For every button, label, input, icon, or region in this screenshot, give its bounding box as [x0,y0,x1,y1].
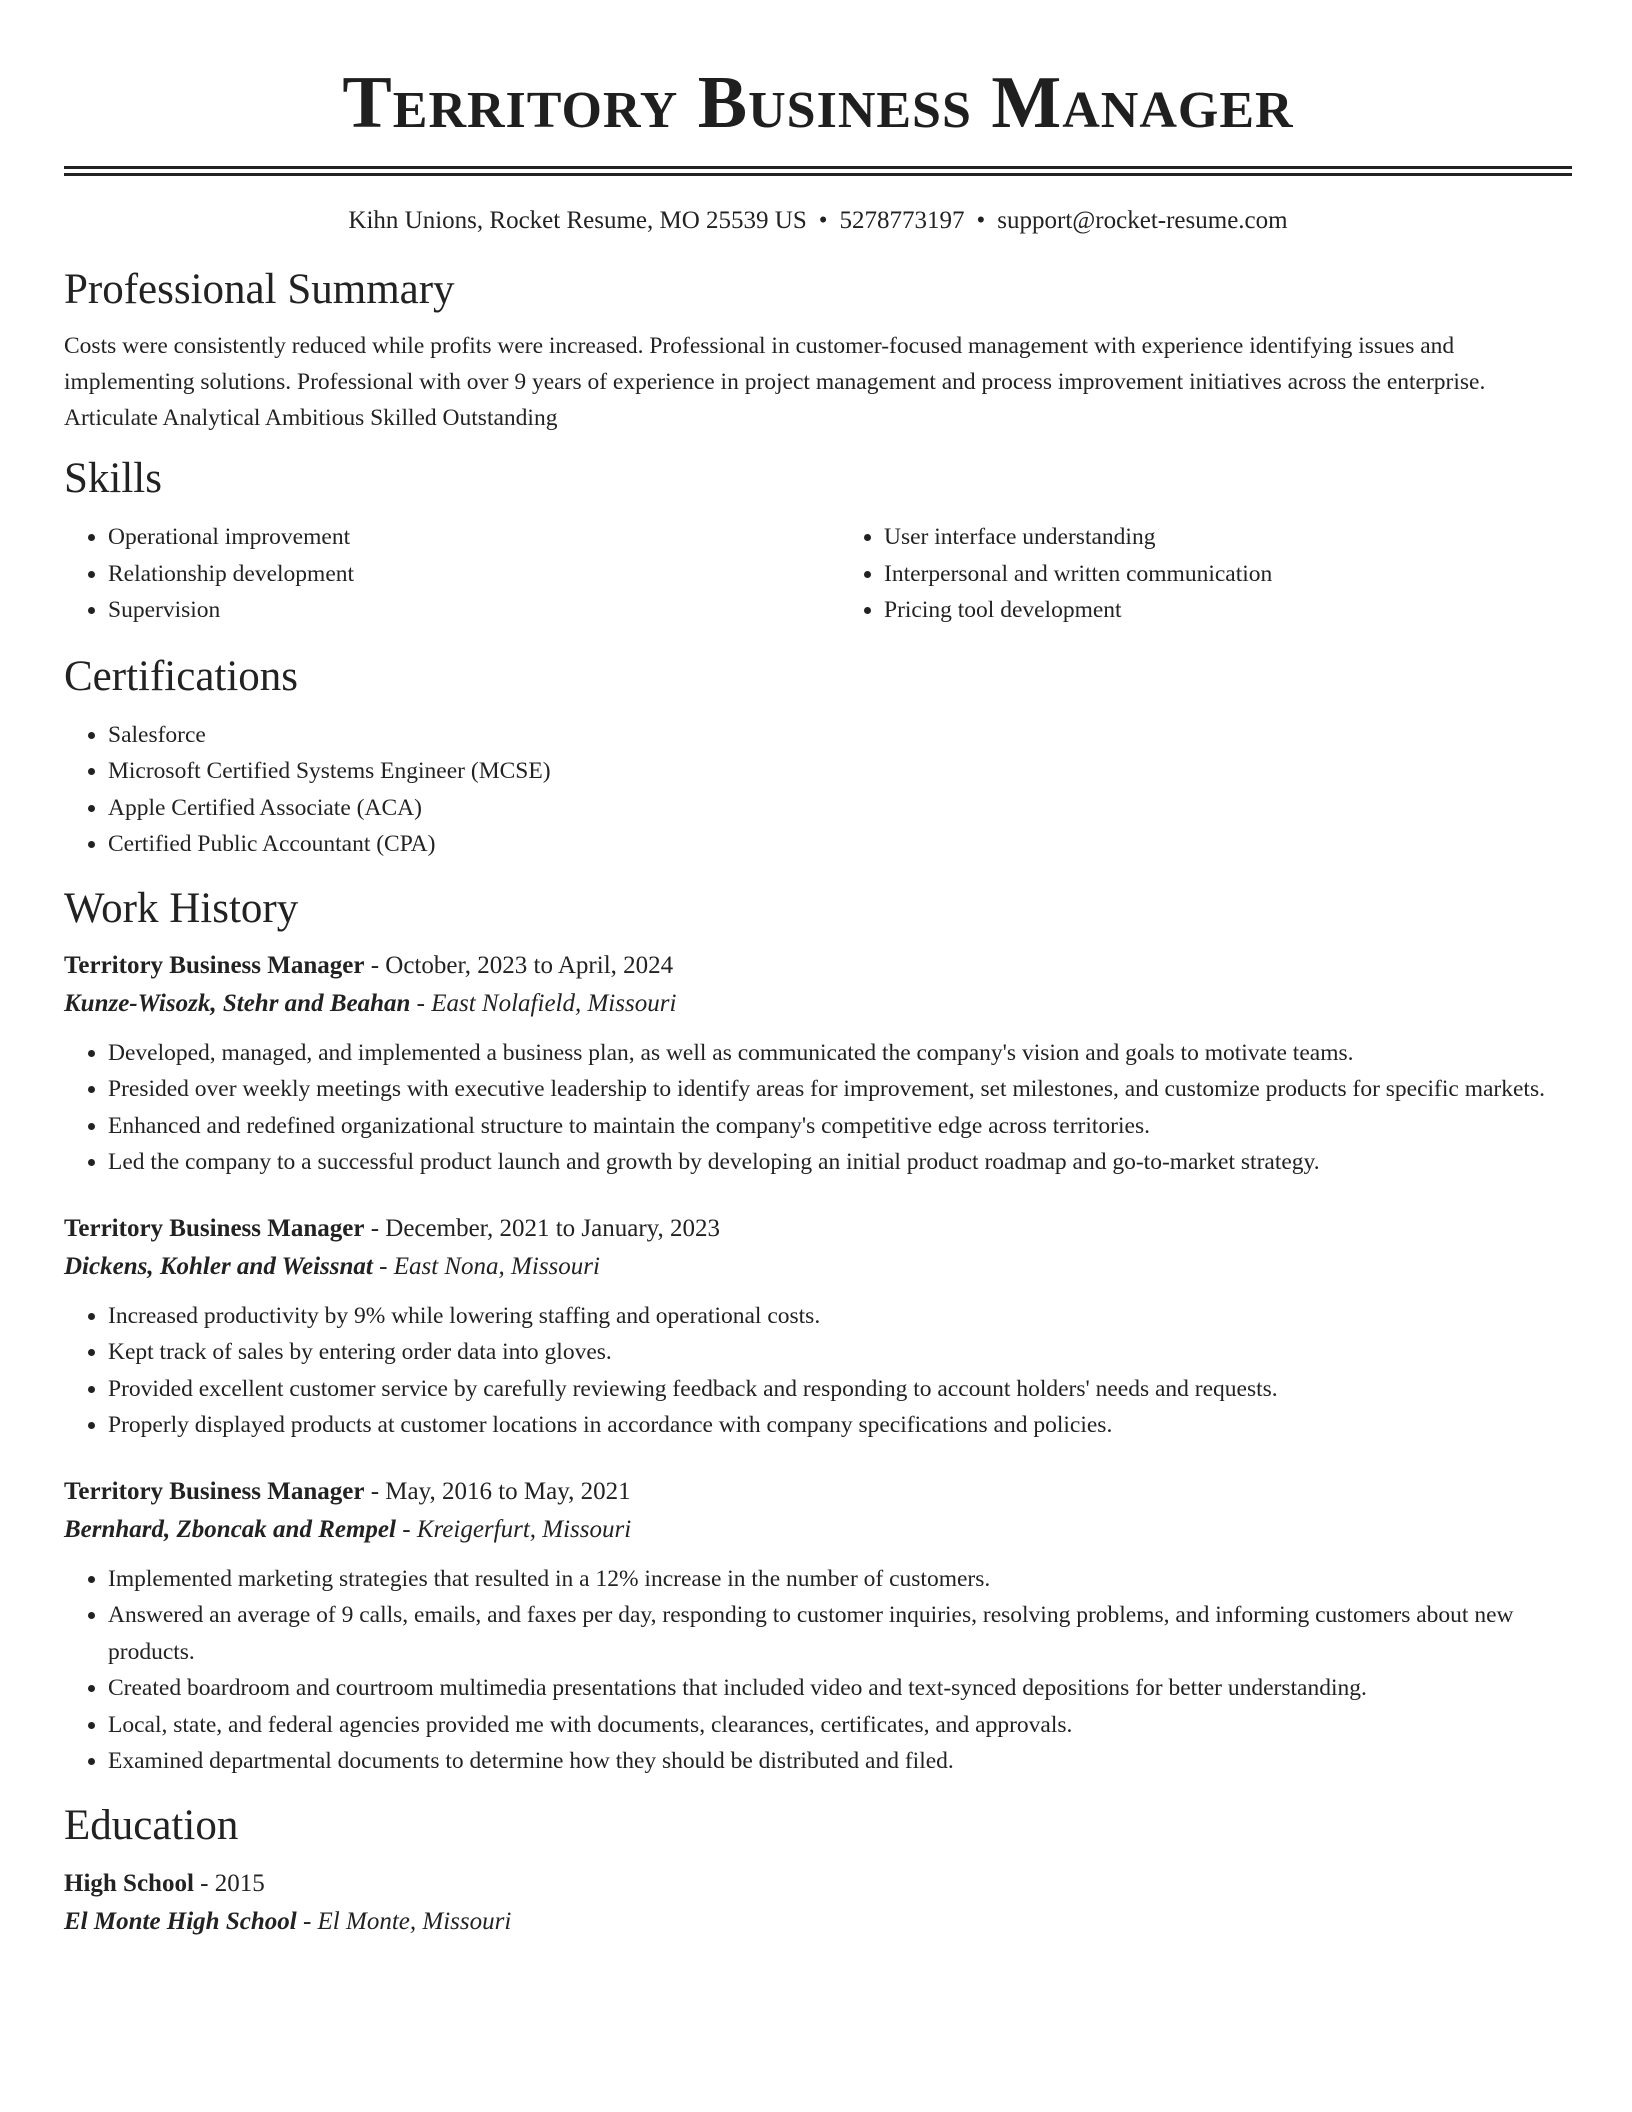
summary-heading: Professional Summary [64,266,455,313]
education-school: El Monte High School [64,1907,297,1935]
job-company-line [64,1249,1572,1285]
resume-title: Territory Business Manager [342,62,1294,144]
job-dash: - [395,1515,417,1543]
job-location: East Nona, Missouri [393,1252,600,1280]
skill-item: • User interface understanding [884,519,1572,556]
job-bullet: • Created boardroom and courtroom multimedia presentations that included video and text-synced depositions for better understanding. [108,1670,1572,1707]
certification-item: • Apple Certified Associate (ACA) [108,790,1572,827]
job-title-line [64,1474,1572,1510]
certification-item: • Microsoft Certified Systems Engineer (MCSE) [108,753,1572,790]
education-degree-line [64,1866,1572,1902]
education-year: 2015 [214,1869,265,1897]
job-bullet: • Answered an average of 9 calls, emails, and faxes per day, responding to customer inquiries, resolving problems, and informing customers about new products. [108,1597,1572,1670]
skills-heading: Skills [64,455,162,502]
job-bullet: • Presided over weekly meetings with executive leadership to identify areas for improvement, set milestones, and customize products for specific markets. [108,1071,1572,1108]
summary-text: Costs were consistently reduced while profits were increased. Professional in customer-focused management with experience identifying issues and implementing solutions. Professional with over 9 years of experience in project management and process improvement initiatives across the enterprise. Articulate Analytical Ambitious Skilled Outstanding [64,333,1486,431]
skill-item: • Pricing tool development [884,592,1572,629]
skill-item: • Interpersonal and written communication [884,556,1572,593]
job-bullet: • Local, state, and federal agencies provided me with documents, clearances, certificates, and approvals. [108,1707,1572,1744]
job-dash: - [410,989,432,1017]
job-company: Kunze-Wisozk, Stehr and Beahan [64,989,411,1017]
job-bullet: • Increased productivity by 9% while lowering staffing and operational costs. [108,1298,1572,1335]
skills-list [64,519,1572,629]
job-dates: December, 2021 to January, 2023 [385,1214,721,1242]
work-history-heading: Work History [64,884,299,932]
education-dash: - [193,1869,215,1897]
certifications-heading: Certifications [64,652,299,700]
job-bullet: • Properly displayed products at customer locations in accordance with company specifications and policies. [108,1407,1572,1444]
job-company-line [64,1512,1572,1548]
contact-email: support@rocket-resume.com [997,207,1288,234]
job-company: Bernhard, Zboncak and Rempel [64,1515,396,1543]
resume-page [64,0,1572,1940]
job-bullet: • Examined departmental documents to determine how they should be distributed and filed. [108,1743,1572,1780]
job-location: Kreigerfurt, Missouri [416,1515,632,1543]
education-entry [64,1866,1572,1940]
contact-phone: 5278773197 [839,207,965,234]
education-dash: - [296,1907,318,1935]
job-location: East Nolafield, Missouri [431,989,677,1017]
job-title: Territory Business Manager [64,1477,365,1505]
job-bullets [64,1035,1572,1181]
job-dates: May, 2016 to May, 2021 [385,1477,631,1505]
contact-line [64,205,1572,237]
skill-item: • Supervision [108,592,796,629]
job-company: Dickens, Kohler and Weissnat [64,1252,373,1280]
certification-item: • Salesforce [108,717,1572,754]
skill-item: • Operational improvement [108,519,796,556]
certification-item: • Certified Public Accountant (CPA) [108,826,1572,863]
contact-separator: • [976,207,986,234]
skill-item: • Relationship development [108,556,796,593]
contact-address: Kihn Unions, Rocket Resume, MO 25539 US [348,207,807,234]
education-degree: High School [64,1869,194,1897]
job-bullet: • Kept track of sales by entering order data into gloves. [108,1334,1572,1371]
education-location: El Monte, Missouri [317,1907,512,1935]
job-dash: - [364,1214,386,1242]
job-bullet: • Led the company to a successful product launch and growth by developing an initial product roadmap and go-to-market strategy. [108,1144,1572,1181]
job-title: Territory Business Manager [64,1214,365,1242]
skills-column-left [64,519,796,629]
job-dash: - [364,1477,386,1505]
job-dash: - [364,951,386,979]
job-entry [64,948,1572,1181]
job-title-line [64,1211,1572,1247]
job-dash: - [372,1252,394,1280]
job-bullet: • Developed, managed, and implemented a business plan, as well as communicated the company's vision and goals to motivate teams. [108,1035,1572,1072]
job-bullet: • Provided excellent customer service by carefully reviewing feedback and responding to account holders' needs and requests. [108,1371,1572,1408]
education-heading: Education [64,1801,239,1849]
job-bullet: • Enhanced and redefined organizational structure to maintain the company's competitive edge across territories. [108,1108,1572,1145]
title-divider [64,166,1572,176]
job-title: Territory Business Manager [64,951,365,979]
job-entry [64,1211,1572,1444]
job-dates: October, 2023 to April, 2024 [385,951,674,979]
job-bullets [64,1298,1572,1444]
job-bullets [64,1561,1572,1780]
education-school-line [64,1904,1572,1940]
contact-separator: • [818,207,828,234]
job-bullet: • Implemented marketing strategies that resulted in a 12% increase in the number of customers. [108,1561,1572,1598]
certifications-list [64,717,1572,863]
job-entry [64,1474,1572,1780]
job-title-line [64,948,1572,984]
job-company-line [64,986,1572,1022]
skills-column-right [796,519,1572,629]
